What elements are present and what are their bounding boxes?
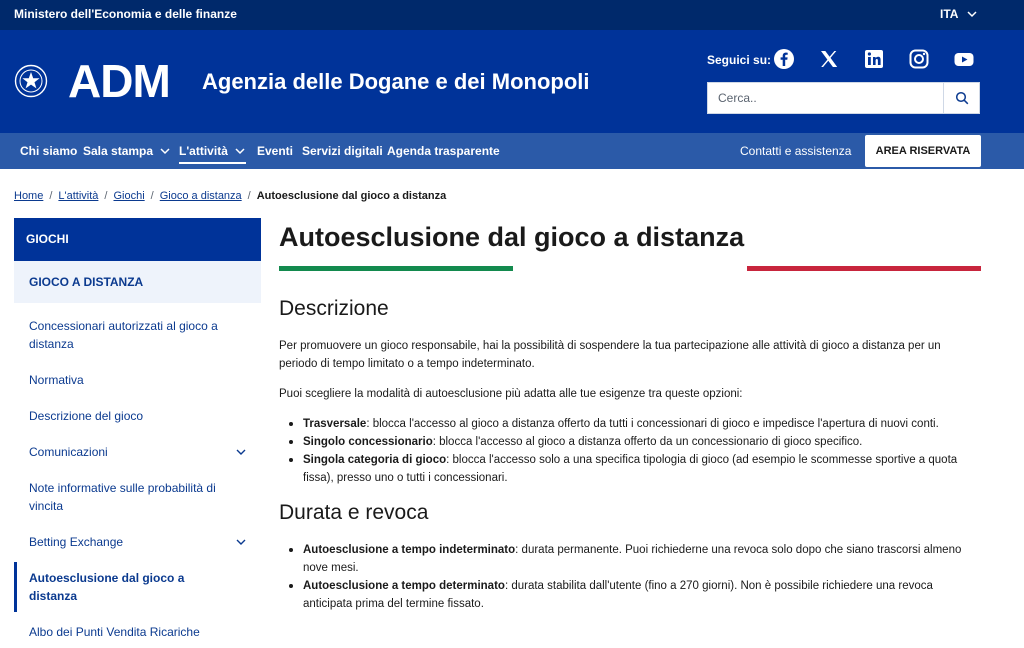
- top-bar: [0, 0, 1024, 30]
- nav-chi-siamo[interactable]: [20, 133, 77, 169]
- breadcrumb-giochi[interactable]: Giochi: [113, 190, 145, 202]
- divider-green: [279, 266, 513, 271]
- chevron-down-icon: [234, 145, 246, 157]
- option-text: : blocca l'accesso al gioco a distanza offerto da un concessionario di gioco specifico.: [432, 436, 863, 448]
- sidebar-item-label: Betting Exchange: [29, 535, 124, 549]
- sidebar-item-concessionari[interactable]: [14, 310, 261, 360]
- description-paragraph: Per promuovere un gioco responsabile, hai la possibilità di sospendere la tua partecipazione alle attività di gioco a distanza per un periodo di tempo limitato o a tempo indeterminato.: [279, 340, 941, 370]
- search-input[interactable]: [708, 83, 944, 113]
- sidebar: [14, 218, 261, 648]
- option-text: : blocca l'accesso solo a una specifica tipologia di gioco (ad esempio le scommesse sportive a quota fissa), presso uno o tutti i concessionari.: [303, 454, 958, 484]
- youtube-icon[interactable]: [953, 48, 975, 70]
- nav-label: Chi siamo: [20, 144, 78, 158]
- chevron-down-icon[interactable]: [235, 536, 247, 548]
- sidebar-item-betting-exchange[interactable]: [14, 526, 261, 558]
- instagram-icon[interactable]: [908, 48, 930, 70]
- divider-red: [747, 266, 981, 271]
- sidebar-item-autoesclusione[interactable]: [14, 562, 261, 612]
- sidebar-item-descrizione[interactable]: [14, 400, 261, 432]
- nav-l-attivita[interactable]: [179, 133, 246, 169]
- sidebar-heading[interactable]: GIOCHI: [14, 218, 261, 261]
- description-heading: Descrizione: [279, 297, 389, 320]
- sidebar-item-label: Normativa: [29, 373, 84, 387]
- sidebar-item-label: Comunicazioni: [29, 445, 108, 459]
- breadcrumb-attivita[interactable]: L'attività: [58, 190, 99, 202]
- sidebar-subheading[interactable]: GIOCO A DISTANZA: [14, 261, 261, 303]
- sidebar-item-albo-punti-vendita[interactable]: [14, 616, 261, 648]
- site-header: [0, 30, 1024, 133]
- sidebar-item-note-informative[interactable]: [14, 472, 261, 522]
- language-selector[interactable]: [940, 7, 978, 21]
- nav-label: L'attività: [179, 144, 228, 158]
- search-icon: [955, 91, 969, 105]
- sidebar-item-label: Concessionari autorizzati al gioco a distanza: [29, 319, 218, 351]
- list-item: [303, 577, 981, 613]
- list-item: [303, 415, 981, 433]
- sidebar-item-label: Descrizione del gioco: [29, 409, 144, 423]
- nav-label: Eventi: [257, 144, 294, 158]
- breadcrumb-gioco-a-distanza[interactable]: Gioco a distanza: [159, 190, 242, 202]
- x-icon[interactable]: [818, 48, 840, 70]
- nav-agenda-trasparente[interactable]: [387, 133, 500, 169]
- breadcrumb-separator: /: [104, 190, 108, 202]
- nav-label: Sala stampa: [83, 144, 154, 158]
- option-term: Singolo concessionario: [303, 436, 433, 448]
- sidebar-item-comunicazioni[interactable]: [14, 436, 261, 468]
- breadcrumb-separator: /: [49, 190, 53, 202]
- option-text: : blocca l'accesso al gioco a distanza offerto da tutti i concessionari di gioco e impedisce l'apertura di nuovi conti.: [366, 418, 939, 430]
- nav-eventi[interactable]: [257, 133, 293, 169]
- nav-sala-stampa[interactable]: [83, 133, 171, 169]
- duration-term: Autoesclusione a tempo indeterminato: [303, 544, 516, 556]
- agency-name[interactable]: Agenzia delle Dogane e dei Monopoli: [202, 69, 590, 94]
- chevron-down-icon: [966, 8, 978, 20]
- options-list: [279, 415, 981, 487]
- facebook-icon[interactable]: [773, 48, 795, 70]
- duration-term: Autoesclusione a tempo determinato: [303, 580, 505, 592]
- chevron-down-icon[interactable]: [235, 446, 247, 458]
- sidebar-list: [14, 303, 261, 648]
- follow-label: Seguici su:: [707, 53, 772, 67]
- breadcrumb: [14, 190, 446, 202]
- search-box: [707, 82, 980, 114]
- option-term: Trasversale: [303, 418, 367, 430]
- linkedin-icon[interactable]: [863, 48, 885, 70]
- duration-text: : durata stabilita dall'utente (fino a 270 giorni). Non è possibile richiedere una revoca anticipata prima del termine fissato.: [303, 580, 933, 610]
- sidebar-item-label: Autoesclusione dal gioco a distanza: [29, 571, 185, 603]
- list-item: [303, 541, 981, 577]
- reserved-area-button[interactable]: AREA RISERVATA: [865, 135, 981, 167]
- breadcrumb-current: Autoesclusione dal gioco a distanza: [256, 190, 447, 202]
- list-item: [303, 451, 981, 487]
- chevron-down-icon: [159, 145, 171, 157]
- page-title: Autoesclusione dal gioco a distanza: [279, 222, 745, 252]
- list-item: [303, 433, 981, 451]
- language-label: ITA: [940, 7, 959, 21]
- italian-republic-emblem-icon: [14, 64, 48, 98]
- sidebar-item-normativa[interactable]: [14, 364, 261, 396]
- main-navigation: [0, 133, 1024, 169]
- main-content: [279, 218, 981, 613]
- nav-servizi-digitali[interactable]: [302, 133, 383, 169]
- nav-label: Servizi digitali: [302, 144, 383, 158]
- breadcrumb-home[interactable]: Home: [14, 190, 44, 202]
- breadcrumb-separator: /: [247, 190, 251, 202]
- adm-logo[interactable]: ADM: [68, 55, 170, 107]
- sidebar-item-label: Albo dei Punti Vendita Ricariche: [29, 625, 200, 639]
- contacts-link[interactable]: Contatti e assistenza: [740, 144, 852, 158]
- tricolor-divider: [279, 266, 981, 271]
- duration-list: [279, 541, 981, 613]
- sidebar-item-label: Note informative sulle probabilità di vincita: [29, 481, 216, 513]
- options-intro: Puoi scegliere la modalità di autoesclusione più adatta alle tue esigenze tra queste opzioni:: [279, 388, 743, 400]
- breadcrumb-separator: /: [150, 190, 154, 202]
- option-term: Singola categoria di gioco: [303, 454, 447, 466]
- nav-label: Agenda trasparente: [387, 144, 500, 158]
- duration-heading: Durata e revoca: [279, 501, 429, 524]
- duration-text: : durata permanente. Puoi richiederne una revoca solo dopo che siano trascorsi almeno nove mesi.: [303, 544, 962, 574]
- search-button[interactable]: [943, 83, 979, 113]
- ministry-link[interactable]: Ministero dell'Economia e delle finanze: [14, 7, 237, 21]
